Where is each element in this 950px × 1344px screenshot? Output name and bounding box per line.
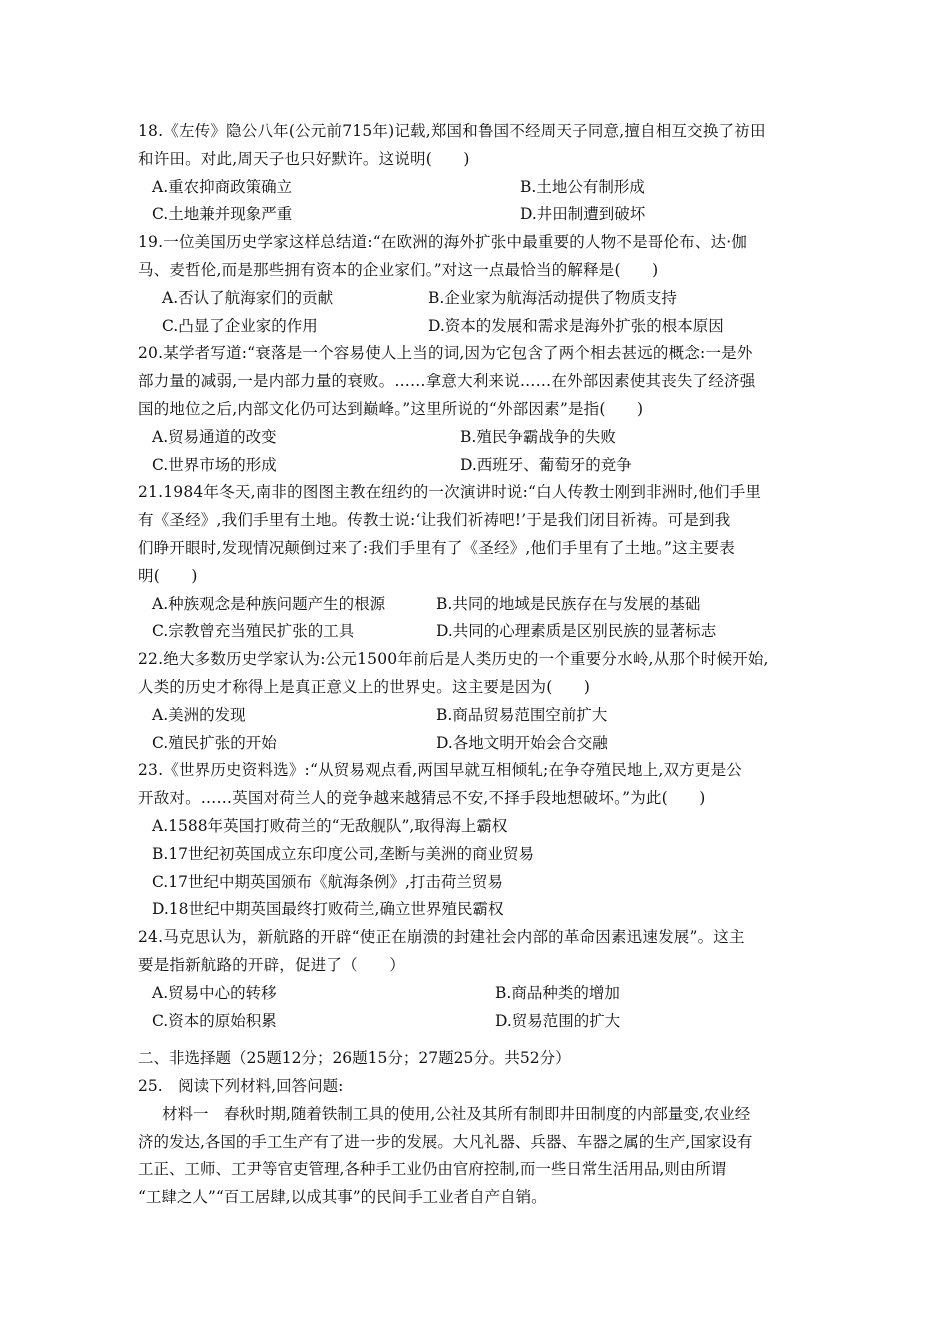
options-row bbox=[138, 702, 818, 730]
options-row bbox=[138, 591, 818, 619]
question-text-line: 18.《左传》隐公八年(公元前715年)记载,郑国和鲁国不经周天子同意,擅自相互交换了祊田 bbox=[138, 122, 766, 140]
question-text-line: 开敌对。……英国对荷兰人的竞争越来越猜忌不安,不择手段地想破坏。”为此( ) bbox=[138, 789, 706, 808]
option-d: D.18世纪中期英国最终打败荷兰,确立世界殖民霸权 bbox=[152, 900, 504, 919]
option-c: C.殖民扩张的开始 bbox=[152, 733, 277, 752]
option-a: A.美洲的发现 bbox=[152, 705, 246, 724]
question-text-line: 23.《世界历史资料选》:“从贸易观点看,两国早就互相倾轧;在争夺殖民地上,双方更是公 bbox=[138, 761, 742, 780]
section-gap bbox=[138, 1035, 818, 1045]
material-line: 济的发达,各国的手工生产有了进一步的发展。大凡礼器、兵器、车器之属的生产,国家设有 bbox=[138, 1132, 753, 1151]
options-row bbox=[138, 618, 818, 646]
material-line: 材料一 春秋时期,随着铁制工具的使用,公社及其所有制即井田制度的内部量变,农业经 bbox=[162, 1104, 751, 1123]
material-line: 工正、工师、工尹等官吏管理,各种手工业仍由官府控制,而一些日常生活用品,则由所谓 bbox=[138, 1160, 727, 1179]
option-a: A.贸易中心的转移 bbox=[152, 983, 277, 1002]
option-c: C.土地兼并现象严重 bbox=[152, 205, 293, 224]
option-d: D.西班牙、葡萄牙的竞争 bbox=[460, 455, 632, 474]
question-text-line: 部力量的减弱,一是内部力量的衰败。……拿意大利来说……在外部因素使其丧失了经济强 bbox=[138, 372, 756, 391]
question-23 bbox=[138, 757, 818, 924]
question-21 bbox=[138, 479, 818, 646]
question-text-line: 有《圣经》,我们手里有土地。传教士说:‘让我们祈祷吧!’于是我们闭目祈祷。可是到我 bbox=[138, 511, 731, 530]
question-25-intro: 25. 阅读下列材料,回答问题: bbox=[138, 1077, 344, 1096]
options-row bbox=[138, 1008, 818, 1036]
option-c: C.世界市场的形成 bbox=[152, 455, 277, 474]
option-a: A.贸易通道的改变 bbox=[152, 427, 277, 446]
question-text-line: 24.马克思认为，新航路的开辟“使正在崩溃的封建社会内部的革命因素迅速发展”。这主 bbox=[138, 928, 745, 947]
material-line: “工肆之人”“百工居肆,以成其事”的民间手工业者自产自销。 bbox=[138, 1188, 547, 1207]
question-20 bbox=[138, 340, 818, 479]
question-19 bbox=[138, 229, 818, 340]
question-text-line: 21.1984年冬天,南非的图图主教在纽约的一次演讲时说:“白人传教士刚到非洲时,他们手里 bbox=[138, 483, 762, 502]
option-b: B.殖民争霸战争的失败 bbox=[460, 427, 616, 446]
option-b: B.土地公有制形成 bbox=[520, 177, 645, 196]
option-b: B.商品贸易范围空前扩大 bbox=[436, 705, 608, 724]
option-b: B.17世纪初英国成立东印度公司,垄断与美洲的商业贸易 bbox=[152, 844, 534, 863]
question-text-line: 要是指新航路的开辟，促进了（ ） bbox=[138, 955, 405, 974]
question-24 bbox=[138, 924, 818, 1035]
option-c: C.17世纪中期英国颁布《航海条例》,打击荷兰贸易 bbox=[152, 872, 503, 891]
question-text-line: 22.绝大多数历史学家认为:公元1500年前后是人类历史的一个重要分水岭,从那个时候开始, bbox=[138, 650, 769, 669]
options-row bbox=[138, 174, 818, 202]
question-text-line: 马、麦哲伦,而是那些拥有资本的企业家们。”对这一点最恰当的解释是( ) bbox=[138, 260, 659, 279]
options-row bbox=[138, 730, 818, 758]
option-a: A.重农抑商政策确立 bbox=[152, 177, 293, 196]
option-c: C.资本的原始积累 bbox=[152, 1011, 277, 1030]
question-text-line: 国的地位之后,内部文化仍可达到巅峰。”这里所说的“外部因素”是指( ) bbox=[138, 399, 644, 418]
question-text-line: 人类的历史才称得上是真正意义上的世界史。这主要是因为( ) bbox=[138, 677, 591, 696]
option-a: A.种族观念是种族问题产生的根源 bbox=[152, 594, 386, 613]
question-22 bbox=[138, 646, 818, 757]
option-a: A.1588年英国打败荷兰的“无敌舰队”,取得海上霸权 bbox=[152, 816, 508, 835]
option-a: A.否认了航海家们的贡献 bbox=[162, 288, 334, 307]
option-c: C.凸显了企业家的作用 bbox=[162, 316, 318, 335]
section-2 bbox=[138, 1045, 818, 1212]
option-d: D.贸易范围的扩大 bbox=[495, 1011, 621, 1030]
question-text-line: 们睁开眼时,发现情况颠倒过来了:我们手里有了《圣经》,他们手里有了土地。”这主要表 bbox=[138, 538, 735, 557]
question-text-line: 和许田。对此,周天子也只好默许。这说明( ) bbox=[138, 149, 470, 168]
option-b: B.商品种类的增加 bbox=[495, 983, 620, 1002]
option-c: C.宗教曾充当殖民扩张的工具 bbox=[152, 622, 355, 641]
option-b: B.共同的地域是民族存在与发展的基础 bbox=[436, 594, 701, 613]
question-text-line: 20.某学者写道:“衰落是一个容易使人上当的词,因为它包含了两个相去甚远的概念:一是外 bbox=[138, 344, 753, 363]
options-row bbox=[138, 201, 818, 229]
question-text-line: 19.一位美国历史学家这样总结道:“在欧洲的海外扩张中最重要的人物不是哥伦布、达·伽 bbox=[138, 233, 748, 252]
options-row bbox=[138, 285, 818, 313]
options-row bbox=[138, 452, 818, 480]
question-18 bbox=[138, 118, 818, 229]
options-row bbox=[138, 313, 818, 341]
question-text-line: 明( ) bbox=[138, 566, 198, 585]
option-d: D.井田制遭到破坏 bbox=[520, 205, 646, 224]
option-b: B.企业家为航海活动提供了物质支持 bbox=[428, 288, 677, 307]
section-heading: 二、非选择题（25题12分；26题15分；27题25分。共52分） bbox=[138, 1049, 571, 1068]
options-row bbox=[138, 980, 818, 1008]
option-d: D.资本的发展和需求是海外扩张的根本原因 bbox=[428, 316, 724, 335]
option-d: D.共同的心理素质是区别民族的显著标志 bbox=[436, 622, 717, 641]
exam-content bbox=[138, 118, 818, 1212]
option-d: D.各地文明开始会合交融 bbox=[436, 733, 608, 752]
options-row bbox=[138, 424, 818, 452]
